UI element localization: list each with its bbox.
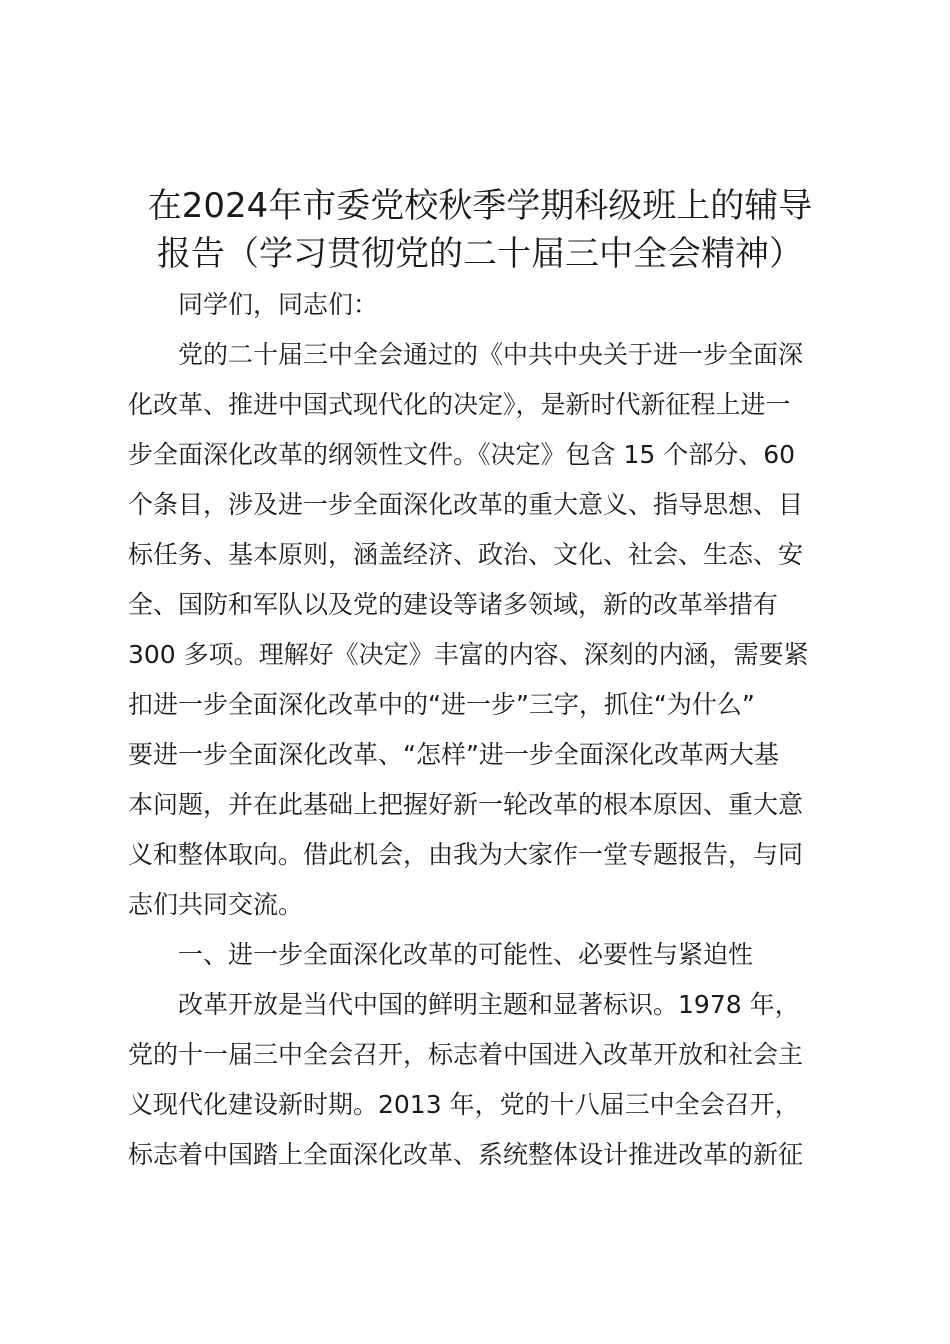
- paragraph-line: 个条目，涉及进一步全面深化改革的重大意义、指导思想、目: [128, 490, 804, 519]
- paragraph-line: 标志着中国踏上全面深化改革、系统整体设计推进改革的新征: [128, 1140, 804, 1169]
- paragraph-line: 改革开放是当代中国的鲜明主题和显著标识。1978 年，: [178, 990, 800, 1019]
- paragraph-line: 扣进一步全面深化改革中的“进一步”三字，抓住“为什么”: [128, 690, 755, 719]
- paragraph-line: 全、国防和军队以及党的建设等诸多领域，新的改革举措有: [128, 590, 779, 619]
- document-body: [128, 280, 838, 1180]
- paragraph-line: 本问题，并在此基础上把握好新一轮改革的根本原因、重大意: [128, 790, 804, 819]
- section-heading: 一、进一步全面深化改革的可能性、必要性与紧迫性: [178, 940, 754, 969]
- document-title-line-2: 报告（学习贯彻党的二十届三中全会精神）: [157, 234, 803, 274]
- paragraph-line: 党的二十届三中全会通过的《中共中央关于进一步全面深: [178, 340, 804, 369]
- paragraph-line: 标任务、基本原则，涵盖经济、政治、文化、社会、生态、安: [128, 540, 804, 569]
- paragraph-line: 步全面深化改革的纲领性文件。《决定》包含 15 个部分、60: [128, 440, 796, 469]
- salutation: 同学们，同志们：: [178, 290, 379, 319]
- paragraph-line: 要进一步全面深化改革、“怎样”进一步全面深化改革两大基: [128, 740, 779, 769]
- paragraph-line: 化改革、推进中国式现代化的决定》，是新时代新征程上进一: [128, 390, 791, 419]
- paragraph-line: 志们共同交流。: [128, 890, 304, 919]
- paragraph-line: 党的十一届三中全会召开，标志着中国进入改革开放和社会主: [128, 1040, 804, 1069]
- paragraph-line: 义现代化建设新时期。2013 年，党的十八届三中全会召开，: [128, 1090, 800, 1119]
- document-title-line-1: 在2024年市委党校秋季学期科级班上的辅导: [147, 186, 813, 226]
- paragraph-line: 义和整体取向。借此机会，由我为大家作一堂专题报告，与同: [128, 840, 804, 869]
- paragraph-line: 300 多项。理解好《决定》丰富的内容、深刻的内涵，需要紧: [128, 640, 809, 669]
